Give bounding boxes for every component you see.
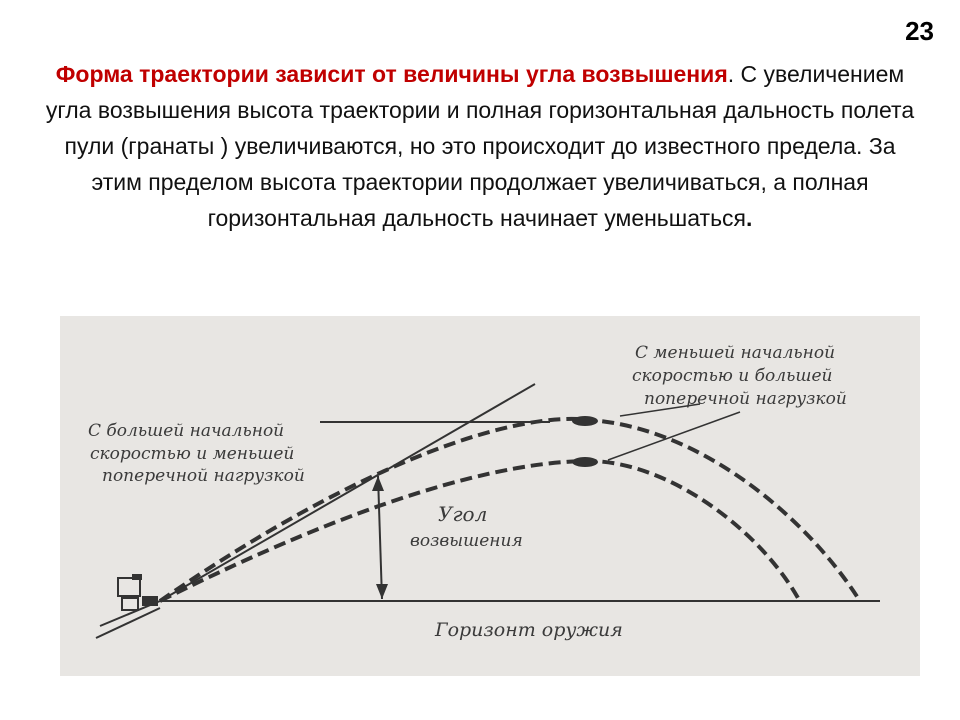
angle-arrow — [378, 476, 382, 599]
intro-period: . — [727, 61, 735, 87]
label-angle-1: Угол — [438, 502, 488, 526]
trajectory-svg — [60, 316, 920, 676]
body-period: . — [746, 205, 753, 231]
label-low-speed-3: поперечной нагрузкой — [644, 389, 847, 409]
angle-arrow-head-bottom — [376, 584, 388, 599]
intro-heading: Форма траектории зависит от величины угла возвышения — [55, 61, 728, 87]
label-high-speed-1: С большей начальной — [88, 421, 285, 441]
label-horizon: Горизонт оружия — [435, 619, 623, 641]
trajectory-diagram — [60, 316, 920, 676]
page-number: 23 — [905, 16, 934, 46]
label-high-speed-3: поперечной нагрузкой — [102, 466, 305, 486]
line-of-departure — [160, 384, 535, 601]
leader-line-2 — [608, 412, 740, 460]
label-low-speed-1: С меньшей начальной — [635, 343, 836, 363]
projectile-lower — [572, 457, 598, 467]
label-low-speed-2: скоростью и большей — [632, 366, 833, 386]
label-angle-2: возвышения — [410, 531, 523, 551]
weapon-icon — [118, 574, 158, 610]
projectile-upper — [572, 416, 598, 426]
body-paragraph: С увеличением угла возвышения высота траектории и полная горизонтальная дальность полета пули (гранаты ) увеличиваются, но это происходит до известного предела. За этим пределом высота траектории продолжает увеличиваться, а полная горизонтальная дальность начинает уменьшаться — [45, 61, 915, 231]
description-text — [40, 56, 920, 236]
label-high-speed-2: скоростью и меньшей — [90, 444, 295, 464]
